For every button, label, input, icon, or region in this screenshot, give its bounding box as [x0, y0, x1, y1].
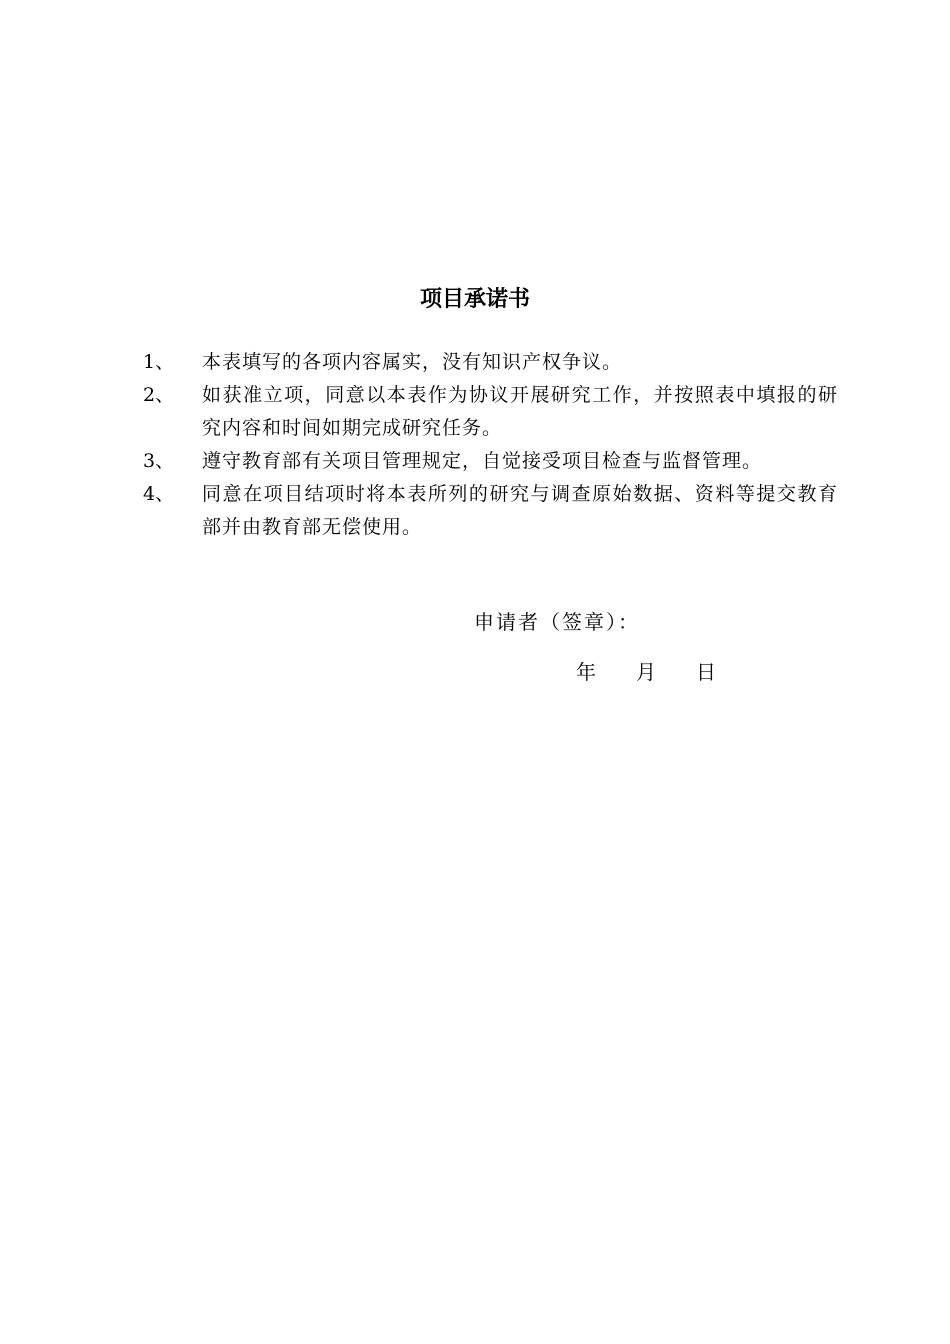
signature-label: 申请者（签章）：: [474, 610, 640, 634]
item-text: 同意在项目结项时将本表所列的研究与调查原始数据、资料等提交教育部并由教育部无偿使用。: [202, 483, 838, 538]
item-number: 1、: [143, 351, 175, 373]
item-number: 3、: [143, 450, 175, 472]
list-item: [143, 478, 838, 544]
item-number: 2、: [143, 384, 175, 406]
date-month-label: 月: [636, 660, 656, 684]
item-number: 4、: [143, 483, 175, 505]
date-line: [576, 656, 716, 688]
item-text: 遵守教育部有关项目管理规定，自觉接受项目检查与监督管理。: [202, 450, 763, 472]
list-item: [143, 445, 838, 478]
list-item: [143, 346, 838, 379]
document-title: 项目承诺书: [419, 287, 530, 312]
commitment-list: [143, 346, 838, 544]
item-text: 本表填写的各项内容属实，没有知识产权争议。: [202, 351, 623, 373]
item-text: 如获准立项，同意以本表作为协议开展研究工作，并按照表中填报的研究内容和时间如期完成研究任务。: [202, 384, 838, 439]
date-day-label: 日: [696, 660, 716, 684]
list-item: [143, 379, 838, 445]
date-year-label: 年: [576, 660, 596, 684]
